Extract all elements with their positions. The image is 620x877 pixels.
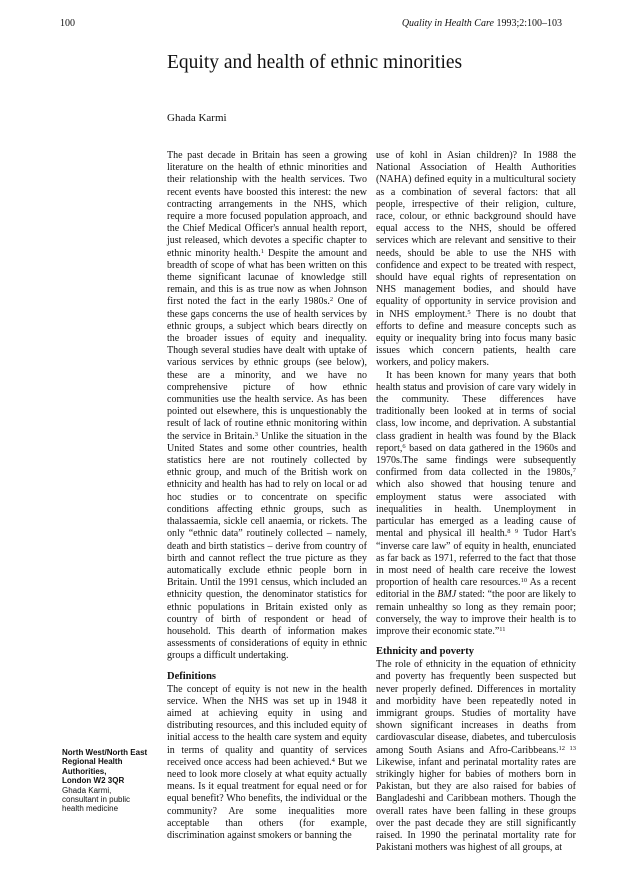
section-heading-definitions: Definitions (167, 670, 217, 682)
reference-marker[interactable]: 7 (572, 467, 576, 475)
body-paragraph: It has been known for many years that both health status and provision of care vary widely in the community. These differences have traditionally been looked at in terms of social class, low income, and deprivation. A substantial class gradient in health was found by the Black report,$^6$ based on data gathered in the 1960s and 1970s.The same findings were subsequently confirmed from data collected in the 1980s,$^7$ which also showed that housing tenure and employment status were associated with inequalities in health. Unemployment in particular has emerged as a leading cause of mental and physical ill health.$^{8 9}$ Tudor Hart's “inverse care law” of equity in health, enunciated as far back as 1971, referred to the fact that those in most need of health care receive the lowest proportion of health care resources.$^{10}$ As a recent editorial in the BMJ stated: “the poor are likely to remain unhealthy so long as they remain poor; conversely, the way to improve their health is to improve their economic state.”$^{11}$ (376, 369, 576, 637)
journal-reference (402, 18, 562, 29)
body-paragraph: The role of ethnicity in the equation of ethnicity and poverty has frequently been suspected but never properly defined. Differences in mortality and morbidity have been repeatedly noted in immigrant groups. Studies of mortality have shown significant increases in deaths from cardiovascular disease, diabetes, and tuberculosis among South Asians and Afro-Caribbeans.$^{12 13}$ Likewise, infant and perinatal mortality rates are strikingly higher for babies of mothers born in Pakistan, but they are also raised for babies of Bangladeshi and Caribbean mothers. Though the overall rates have been falling in these groups over the past decade they are still significantly raised. In 1990 the perinatal mortality rate for Pakistani mothers was highest of all groups, at (376, 659, 577, 854)
affiliation-organisation: Authorities, (62, 766, 107, 776)
body-paragraph: The past decade in Britain has seen a growing literature on the health of ethnic minorities and their relationship with the health services. Two recent events have boosted this interest: the new contracting arrangements in the NHS, which require a more focused population approach, and the Chief Medical Officer's annual health report, just released, which devotes a specific chapter to ethnic minority health.$^1$ Despite the amount and breadth of scope of what has been written on this theme significant lacunae of knowledge still remain, and this is as true now as when Johnson first noted the fact in the early 1980s.$^2$ One of these gaps concerns the use of health services by ethnic groups, a subject which bears directly on the broader issues of equity and inequality. Though several studies have dealt with uptake of various services by ethnic groups (see below), these are a minority, and we have no comprehensive picture of how ethnic communities use the health service. As has been pointed out elsewhere, this is unquestionably the result of lack of routine ethnic monitoring within the service in Britain.$^3$ Unlike the situation in the United States and some other countries, health statistics here are not routinely collected by ethnic group, and much of the British work on ethnicity and health has had to rely on local or ad hoc studies or to concentrate on specific conditions affecting ethnic groups, such as thalassaemia, sickle cell anaemia, or rickets. The only “ethnic data” routinely collected – namely, death and birth statistics – derive from country of birth and cannot reflect the true picture as they automatically exclude ethnic people born in Britain. Until the 1991 census, which included an ethnicity question, the denominator statistics for ethnic populations in Britain existed only as country of birth of respondent or head of household. This dearth of information makes assessments of considerations of equity in ethnic groups a difficult undertaking. (167, 150, 368, 662)
reference-marker[interactable]: 4 (331, 756, 335, 764)
reference-marker[interactable]: 3 (254, 430, 258, 438)
article-title: Equity and health of ethnic minorities (167, 52, 463, 73)
reference-marker[interactable]: 10 (520, 577, 528, 585)
reference-marker[interactable]: 5 (467, 308, 471, 316)
journal-citation: 1993;2:100–103 (496, 18, 562, 29)
body-column-left (167, 150, 367, 842)
reference-marker[interactable]: 2 (329, 296, 334, 304)
body-column-right (376, 150, 576, 854)
reference-marker[interactable]: 1 (260, 247, 264, 255)
body-paragraph: use of kohl in Asian children)? In 1988 the National Association of Health Authorities (NAHA) defined equity in a multicultural society as a combination of several factors: that all people, irrespective of their religion, culture, race, colour, or ethnic background should have equal access to the NHS, should be offered services which are relevant and sensitive to their needs, should be able to use the NHS with confidence and expect to be treated with respect, should have equal rights of representation on NHS management bodies, and should have equality of opportunity in service provision and in NHS employment.$^5$ There is no doubt that efforts to define and measure concepts such as equity or inequality bring into focus many basic issues which concern patients, health care workers, and policy makers. (376, 150, 576, 369)
author-name: Ghada Karmi (167, 112, 227, 124)
reference-marker[interactable]: 12 13 (558, 744, 577, 752)
affiliation-role: health medicine (62, 804, 119, 814)
affiliation-address: London W2 3QR (62, 776, 125, 786)
affiliation-role: consultant in public (62, 795, 131, 805)
journal-name: Quality in Health Care (401, 18, 494, 29)
affiliation-author-name: Ghada Karmi, (62, 785, 112, 795)
reference-marker[interactable]: 8 9 (507, 528, 519, 536)
reference-marker[interactable]: 11 (499, 625, 506, 633)
author-affiliation (62, 748, 162, 814)
reference-marker[interactable]: 6 (402, 442, 406, 450)
journal-abbreviation: BMJ (437, 589, 457, 601)
affiliation-organisation: Regional Health (62, 757, 123, 767)
page-number: 100 (60, 18, 75, 29)
body-paragraph: The concept of equity is not new in the health service. When the NHS was set up in 1948 it aimed at achieving equity in using and distributing resources, and this included equity of initial access to the health care system and equity in terms of quality and quantity of services received once access had been achieved.$^4$ But we need to look more closely at what equity actually means. Is it equal treatment for equal need or for equal benefit? Who benefits, the individual or the community? Are some inequalities more acceptable than others (for example, discrimination against smokers or banning the (167, 683, 368, 841)
affiliation-organisation: North West/North East (62, 748, 148, 757)
section-heading-ethnicity-poverty: Ethnicity and poverty (376, 646, 475, 658)
